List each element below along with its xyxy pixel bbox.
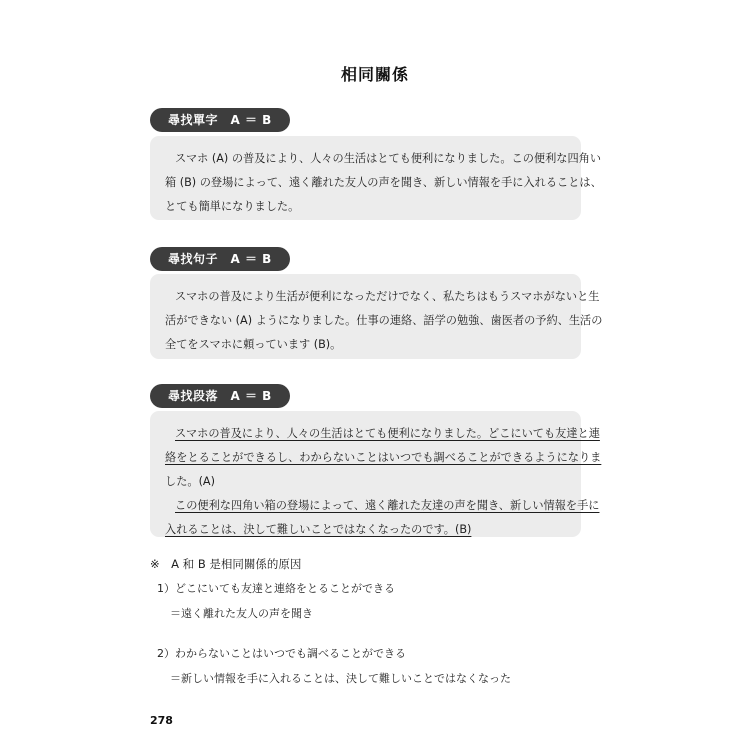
text-line: 絡をとることができるし、わからないことはいつでも調べることができるようになりま [165, 451, 602, 464]
text-line: 活ができない (A) ようになりました。仕事の連絡、語学の勉強、歯医者の予約、生活の [165, 314, 603, 327]
reason-item [157, 645, 511, 686]
reason-item [157, 580, 395, 621]
text-line: スマホの普及により生活が便利になっただけでなく、私たちはもうスマホがないと生 [175, 290, 600, 303]
example-box-paragraph [150, 411, 602, 537]
text-line: した。(A) [165, 475, 215, 488]
note-heading: ※ A 和 B 是相同關係的原因 [150, 557, 302, 571]
text-line: とても簡単になりました。 [165, 200, 300, 213]
section-label-paragraph: 尋找段落 A ＝ B [150, 384, 290, 408]
page-title: 相同關係 [340, 65, 409, 84]
text-line: スマホの普及により、人々の生活はとても便利になりました。どこにいても友達と連 [175, 427, 600, 440]
section-label-word: 尋找單字 A ＝ B [150, 108, 290, 132]
text-line: この便利な四角い箱の登場によって、遠く離れた友達の声を聞き、新しい情報を手に [175, 499, 600, 512]
text-line: 入れることは、決して難しいことではなくなったのです。(B) [165, 523, 472, 536]
text-line: スマホ (A) の普及により、人々の生活はとても便利になりました。この便利な四角い [175, 152, 602, 165]
example-box-sentence [150, 274, 603, 359]
text-line: 全てをスマホに頼っています (B)。 [165, 338, 342, 351]
section-label-sentence: 尋找句子 A ＝ B [150, 247, 290, 271]
page-number: 278 [150, 714, 173, 727]
reason-equivalent: ＝遠く離れた友人の声を聞き [170, 607, 313, 620]
text-line: 箱 (B) の登場によって、遠く離れた友人の声を聞き、新しい情報を手に入れることは、 [165, 176, 602, 189]
example-box-word [150, 136, 602, 220]
reason-equivalent: ＝新しい情報を手に入れることは、決して難しいことではなくなった [170, 672, 511, 685]
reason-line: 2）わからないことはいつでも調べることができる [157, 647, 406, 660]
reason-line: 1）どこにいても友達と連絡をとることができる [157, 582, 395, 595]
